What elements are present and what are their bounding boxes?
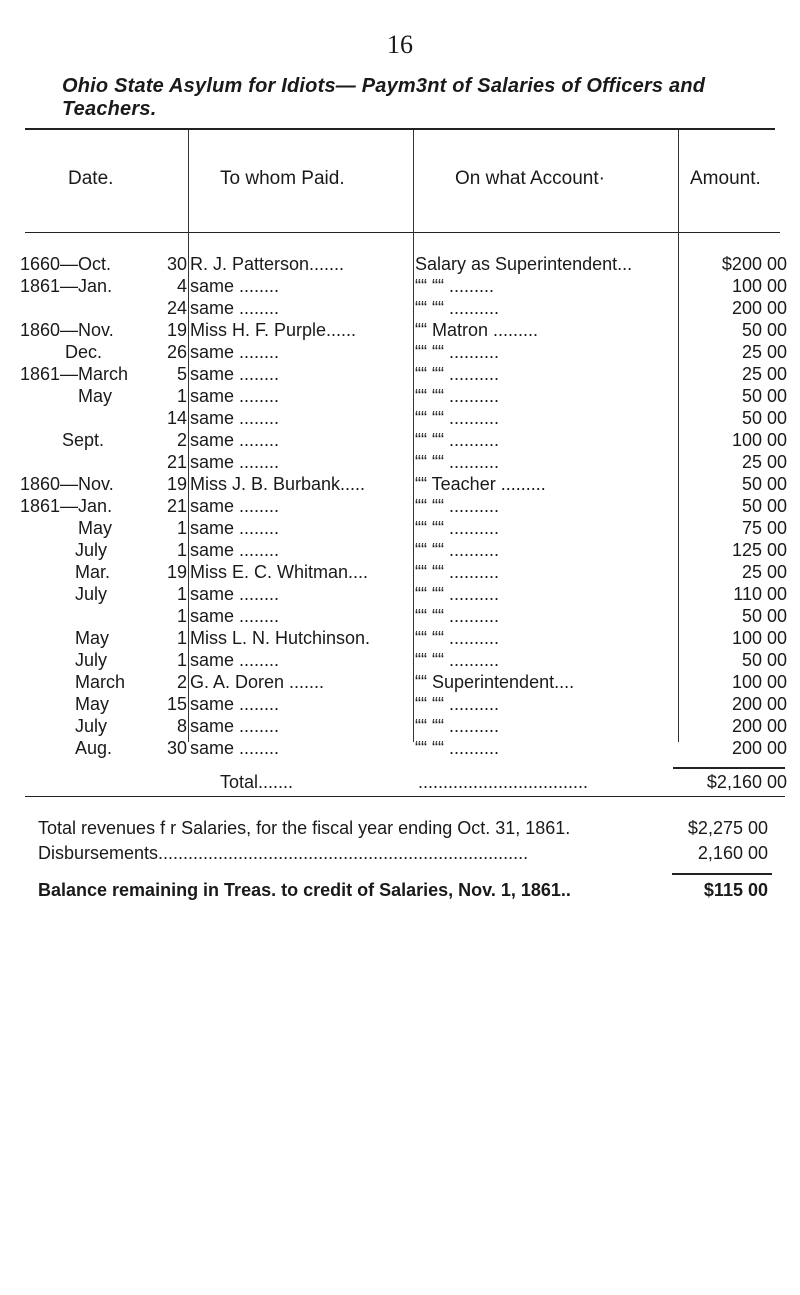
- amount: 25 00: [741, 452, 787, 472]
- account: ““ ““ ..........: [415, 540, 499, 560]
- date-day: 15: [166, 694, 187, 714]
- date-day: 1: [176, 584, 187, 604]
- date-month: July: [75, 540, 108, 560]
- payee: Miss L. N. Hutchinson.: [190, 628, 371, 648]
- payee: same ........: [190, 452, 280, 472]
- date-month: May: [75, 628, 110, 648]
- payee: R. J. Patterson.......: [190, 254, 345, 274]
- account: ““ ““ ..........: [415, 694, 499, 714]
- amount: 50 00: [741, 650, 787, 670]
- date-month: Aug.: [75, 738, 113, 758]
- date-day: 4: [176, 276, 187, 296]
- table-row: [20, 452, 790, 474]
- revenues-amount: $2,275 00: [687, 818, 768, 838]
- revenues-label: Total revenues f r Salaries, for the fiscal year ending Oct. 31, 1861.: [38, 818, 571, 838]
- payee: same ........: [190, 496, 280, 516]
- account: ““ ““ ..........: [415, 738, 499, 758]
- amount: $200 00: [721, 254, 787, 274]
- amount: 50 00: [741, 320, 787, 340]
- table-row: [20, 584, 790, 606]
- table-row: [20, 320, 790, 342]
- date-day: 30: [166, 254, 187, 274]
- disbursements-label: Disbursements..........................................................................: [38, 843, 529, 863]
- table-row: [20, 606, 790, 628]
- date-month: 1861—Jan.: [20, 276, 113, 296]
- date-month: July: [75, 584, 108, 604]
- header-payee: To whom Paid.: [220, 168, 345, 189]
- account: ““ ““ .........: [415, 276, 494, 296]
- payee: Miss J. B. Burbank.....: [190, 474, 366, 494]
- date-month: May: [78, 518, 113, 538]
- table-row: [20, 408, 790, 430]
- amount: 100 00: [731, 672, 787, 692]
- account: Salary as Superintendent...: [415, 254, 633, 274]
- summary-revenues: [38, 818, 768, 842]
- account: ““ ““ ..........: [415, 408, 499, 428]
- payee: Miss E. C. Whitman....: [190, 562, 369, 582]
- account: ““ ““ ..........: [415, 518, 499, 538]
- total-label: Total.......: [220, 772, 294, 792]
- table-row: [20, 386, 790, 408]
- date-day: 1: [176, 540, 187, 560]
- amount: 50 00: [741, 496, 787, 516]
- date-day: 19: [166, 320, 187, 340]
- payee: same ........: [190, 518, 280, 538]
- table-row: [20, 650, 790, 672]
- account: ““ ““ ..........: [415, 430, 499, 450]
- date-month: March: [75, 672, 126, 692]
- header-bottom-rule: [25, 232, 780, 233]
- balance-rule: [672, 873, 772, 875]
- table-top-rule: [25, 128, 775, 130]
- date-day: 21: [166, 452, 187, 472]
- account: ““ ““ ..........: [415, 364, 499, 384]
- table-row: [20, 672, 790, 694]
- date-day: 8: [176, 716, 187, 736]
- date-day: 5: [176, 364, 187, 384]
- date-day: 30: [166, 738, 187, 758]
- account: ““ ““ ..........: [415, 606, 499, 626]
- table-row: [20, 342, 790, 364]
- date-month: Dec.: [65, 342, 103, 362]
- payee: same ........: [190, 694, 280, 714]
- page-number: 16: [387, 30, 413, 59]
- account: ““ ““ ..........: [415, 562, 499, 582]
- amount: 50 00: [741, 386, 787, 406]
- total-top-rule: [673, 767, 785, 769]
- date-day: 1: [176, 386, 187, 406]
- table-row: [20, 562, 790, 584]
- payee: Miss H. F. Purple......: [190, 320, 357, 340]
- table-row: [20, 298, 790, 320]
- payee: same ........: [190, 298, 280, 318]
- amount: 100 00: [731, 276, 787, 296]
- amount: 200 00: [731, 298, 787, 318]
- account: ““ ““ ..........: [415, 628, 499, 648]
- amount: 125 00: [731, 540, 787, 560]
- salary-table: [20, 118, 790, 758]
- payee: same ........: [190, 650, 280, 670]
- amount: 25 00: [741, 342, 787, 362]
- date-month: 1861—March: [20, 364, 129, 384]
- summary-disbursements: [38, 843, 768, 867]
- amount: 110 00: [733, 584, 787, 604]
- payee: same ........: [190, 738, 280, 758]
- date-day: 24: [166, 298, 187, 318]
- date-day: 2: [176, 672, 187, 692]
- balance-label: Balance remaining in Treas. to credit of Salaries, Nov. 1, 1861..: [38, 880, 571, 900]
- amount: 25 00: [741, 364, 787, 384]
- payee: same ........: [190, 584, 280, 604]
- table-row: [20, 738, 790, 760]
- account: ““ ““ ..........: [415, 386, 499, 406]
- amount: 200 00: [731, 694, 787, 714]
- date-month: 1660—Oct.: [20, 254, 112, 274]
- payee: same ........: [190, 606, 280, 626]
- summary-balance: [38, 880, 768, 904]
- date-month: May: [75, 694, 110, 714]
- amount: 50 00: [741, 474, 787, 494]
- table-row: [20, 496, 790, 518]
- account: ““ Matron .........: [415, 320, 539, 340]
- date-day: 21: [166, 496, 187, 516]
- table-row: [20, 628, 790, 650]
- amount: 25 00: [741, 562, 787, 582]
- date-day: 26: [166, 342, 187, 362]
- date-month: 1860—Nov.: [20, 320, 114, 340]
- date-month: July: [75, 650, 108, 670]
- page-title: Ohio State Asylum for Idiots— Paym3nt of Salaries of Officers and Teachers.: [62, 75, 706, 120]
- payee: same ........: [190, 276, 280, 296]
- amount: 50 00: [741, 408, 787, 428]
- table-row: [20, 430, 790, 452]
- amount: 200 00: [731, 716, 787, 736]
- date-month: 1860—Nov.: [20, 474, 114, 494]
- account: ““ ““ ..........: [415, 452, 499, 472]
- table-row: [20, 518, 790, 540]
- payee: same ........: [190, 716, 280, 736]
- account: ““ ““ ..........: [415, 496, 499, 516]
- payee: same ........: [190, 364, 280, 384]
- header-date: Date.: [68, 168, 114, 189]
- account: ““ Teacher .........: [415, 474, 546, 494]
- payee: G. A. Doren .......: [190, 672, 325, 692]
- date-month: Sept.: [62, 430, 105, 450]
- date-day: 1: [176, 628, 187, 648]
- date-day: 2: [176, 430, 187, 450]
- amount: 200 00: [731, 738, 787, 758]
- account: ““ Superintendent....: [415, 672, 575, 692]
- date-month: May: [78, 386, 113, 406]
- date-day: 14: [166, 408, 187, 428]
- table-row: [20, 540, 790, 562]
- account: ““ ““ ..........: [415, 342, 499, 362]
- date-day: 1: [176, 650, 187, 670]
- account: ““ ““ ..........: [415, 584, 499, 604]
- account: ““ ““ ..........: [415, 650, 499, 670]
- table-row: [20, 474, 790, 496]
- date-day: 19: [166, 474, 187, 494]
- date-month: July: [75, 716, 108, 736]
- amount: 100 00: [731, 628, 787, 648]
- payee: same ........: [190, 342, 280, 362]
- header-amount: Amount.: [690, 168, 761, 189]
- account: ““ ““ ..........: [415, 298, 499, 318]
- table-bottom-rule: [25, 796, 785, 797]
- table-row: [20, 254, 790, 276]
- payee: same ........: [190, 430, 280, 450]
- table-row: [20, 694, 790, 716]
- payee: same ........: [190, 386, 280, 406]
- table-row: [20, 364, 790, 386]
- table-row: [20, 276, 790, 298]
- amount: 50 00: [741, 606, 787, 626]
- payee: same ........: [190, 540, 280, 560]
- total-account-leader: ..................................: [418, 772, 589, 792]
- date-month: 1861—Jan.: [20, 496, 113, 516]
- account: ““ ““ ..........: [415, 716, 499, 736]
- date-day: 1: [176, 518, 187, 538]
- date-day: 19: [166, 562, 187, 582]
- payee: same ........: [190, 408, 280, 428]
- total-amount: $2,160 00: [706, 772, 787, 792]
- disbursements-amount: 2,160 00: [697, 843, 768, 863]
- date-month: Mar.: [75, 562, 111, 582]
- header-account: On what Account·: [455, 168, 605, 189]
- total-row: [20, 772, 790, 798]
- date-day: 1: [176, 606, 187, 626]
- table-row: [20, 716, 790, 738]
- amount: 100 00: [731, 430, 787, 450]
- amount: 75 00: [741, 518, 787, 538]
- balance-amount: $115 00: [703, 880, 768, 900]
